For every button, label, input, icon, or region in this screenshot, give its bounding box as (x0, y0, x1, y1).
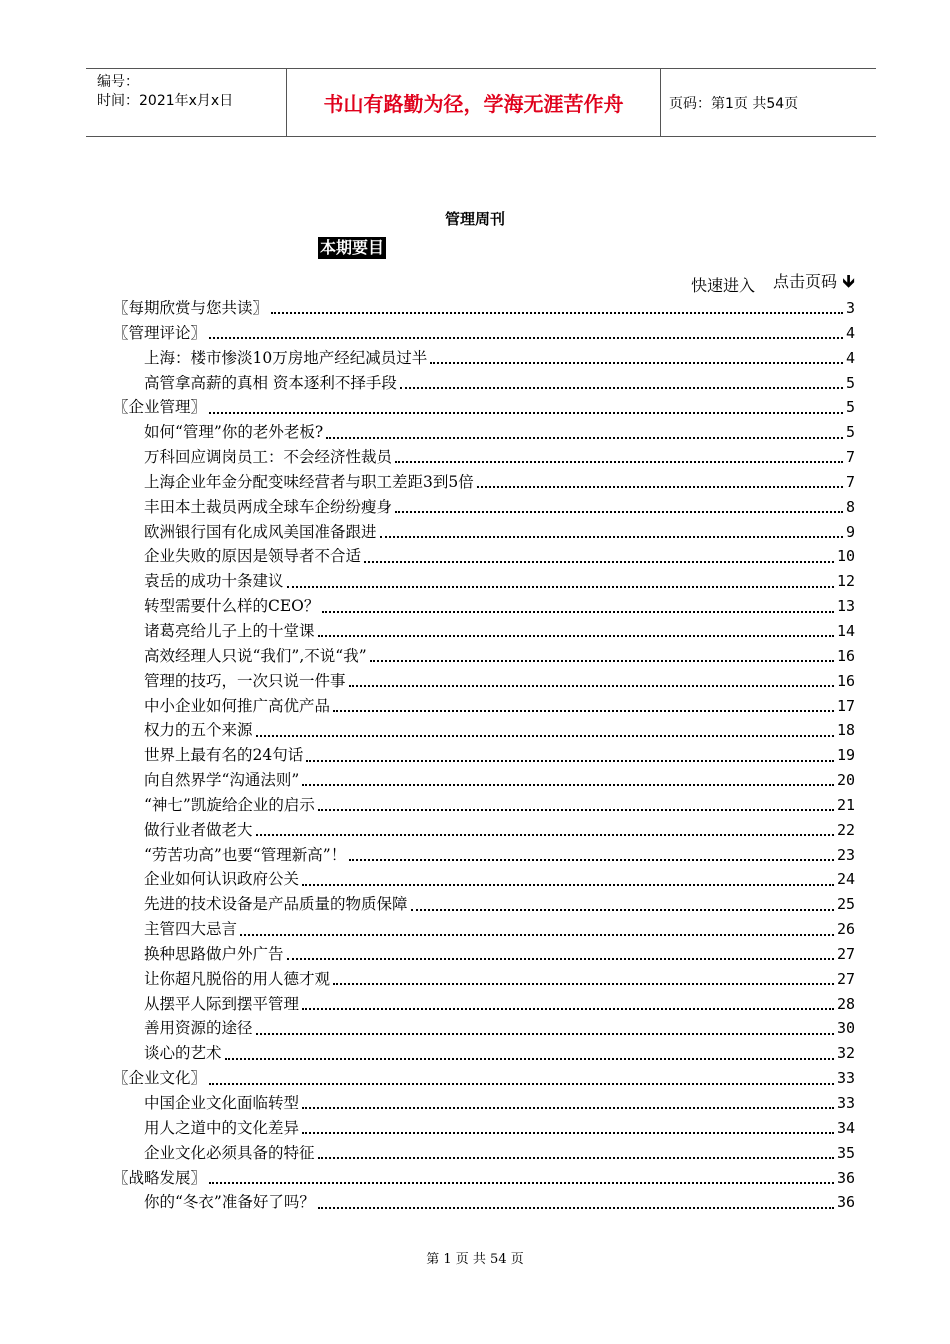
toc-leader-dots (477, 486, 843, 488)
toc-leader-dots (395, 511, 843, 513)
toc-leader-dots (318, 635, 834, 637)
toc-entry[interactable] (113, 594, 855, 619)
toc-page-number[interactable]: 7 (845, 448, 855, 467)
toc-entry[interactable] (113, 1016, 855, 1041)
toc-page-number[interactable]: 36 (836, 1168, 855, 1187)
toc-page-number[interactable]: 13 (836, 597, 855, 616)
toc-leader-dots (302, 1132, 834, 1134)
toc-leader-dots (287, 586, 834, 588)
toc-page-number[interactable]: 4 (845, 323, 855, 342)
quick-enter-label: 快速进入 (690, 275, 755, 295)
toc-entry[interactable] (113, 1116, 855, 1141)
toc-entry-title[interactable]: 先进的技术设备是产品质量的物质保障 (144, 895, 408, 914)
toc-section[interactable] (113, 395, 855, 420)
toc-entry[interactable] (113, 843, 855, 868)
toc-entry-title[interactable]: 丰田本土裁员两成全球车企纷纷瘦身 (144, 497, 393, 516)
toc-page-number[interactable]: 30 (836, 1019, 855, 1038)
toc-entry-title[interactable]: 中小企业如何推广高优产品 (144, 696, 331, 715)
toc-leader-dots (209, 1083, 834, 1085)
toc-entry[interactable] (113, 1190, 855, 1215)
toc-entry[interactable] (113, 892, 855, 917)
toc-leader-dots (209, 1182, 834, 1184)
toc-page-number[interactable]: 5 (845, 373, 855, 392)
toc-leader-dots (364, 561, 834, 563)
toc-entry-title[interactable]: 中国企业文化面临转型 (144, 1094, 300, 1112)
toc-entry[interactable] (113, 371, 855, 396)
toc-entry[interactable] (113, 445, 855, 470)
toc-entry-title[interactable]: 〖企业文化〗 (113, 1069, 207, 1088)
toc-entry[interactable] (113, 694, 855, 719)
toc-page-number[interactable]: 27 (836, 944, 855, 963)
toc-page-number[interactable]: 14 (836, 621, 855, 640)
toc-entry[interactable] (113, 1091, 855, 1116)
document-title: 管理周刊 (444, 210, 505, 228)
toc-entry[interactable] (113, 619, 855, 644)
toc-leader-dots (240, 934, 834, 936)
toc-entry[interactable] (113, 420, 855, 445)
toc-page-number[interactable]: 9 (845, 522, 855, 541)
toc-entry[interactable] (113, 768, 855, 793)
toc-page-number[interactable]: 26 (836, 920, 855, 939)
toc-leader-dots (349, 859, 834, 861)
toc-entry-title[interactable]: 袁岳的成功十条建议 (144, 572, 284, 591)
toc-entry[interactable] (113, 346, 855, 371)
toc-entry-title[interactable]: 〖战略发展〗 (113, 1168, 207, 1187)
toc-entry-title[interactable]: 万科回应调岗员工：不会经济性裁员 (144, 448, 393, 467)
page-header (86, 68, 876, 137)
click-page-label: 点击页码 🡻 (772, 271, 855, 292)
toc-entry-title[interactable]: 管理的技巧，一次只说一件事 (144, 671, 346, 690)
toc-entry[interactable] (113, 544, 855, 569)
toc-leader-dots (209, 337, 843, 339)
toc-leader-dots (349, 685, 834, 687)
toc-entry-title[interactable]: 企业如何认识政府公关 (144, 870, 300, 889)
toc-entry[interactable] (113, 992, 855, 1017)
toc-entry-title[interactable]: 如何“管理”你的老外老板? (144, 423, 324, 442)
page-footer: 第 1 页 共 54 页 (426, 1252, 524, 1267)
toc-page-number[interactable]: 20 (836, 771, 855, 790)
down-arrow-icon: 🡻 (842, 271, 855, 292)
toc-section[interactable] (113, 1066, 855, 1091)
toc-entry-title[interactable]: 〖每期欣赏与您共读〗 (113, 299, 269, 317)
toc-entry-title[interactable]: 你的“冬衣”准备好了吗？ (144, 1193, 315, 1212)
toc-page-number[interactable]: 36 (836, 1193, 855, 1212)
quick-nav (691, 269, 855, 299)
toc-leader-dots (318, 1207, 834, 1209)
toc-page-number[interactable]: 23 (836, 845, 855, 864)
toc-leader-dots (380, 536, 843, 538)
toc-entry-title[interactable]: 欧洲银行国有化成风美国准备跟进 (144, 522, 377, 541)
table-of-contents (113, 296, 855, 1215)
toc-entry[interactable] (113, 967, 855, 992)
toc-leader-dots (225, 1058, 834, 1060)
toc-page-number[interactable]: 27 (836, 969, 855, 988)
toc-leader-dots (302, 884, 834, 886)
toc-entry-title[interactable]: 换种思路做户外广告 (144, 944, 284, 963)
toc-entry-title[interactable]: 企业文化必须具备的特征 (144, 1143, 315, 1162)
toc-page-number[interactable]: 7 (845, 472, 855, 491)
toc-leader-dots (333, 710, 834, 712)
toc-page-number[interactable]: 5 (845, 423, 855, 442)
toc-entry-title[interactable]: 上海企业年金分配变味经营者与职工差距3到5倍 (144, 472, 474, 491)
toc-leader-dots (256, 1033, 834, 1035)
number-label: 编号： (97, 74, 139, 90)
toc-leader-dots (302, 784, 834, 786)
header-page-label: 页码：第1页 共54页 (669, 95, 799, 112)
toc-entry-title[interactable]: 权力的五个来源 (144, 721, 253, 740)
toc-page-number[interactable]: 3 (845, 299, 855, 317)
toc-entry-title[interactable]: “神七”凯旋给企业的启示 (144, 795, 315, 814)
toc-page-number[interactable]: 12 (836, 572, 855, 591)
toc-entry-title[interactable]: 诸葛亮给儿子上的十堂课 (144, 621, 315, 640)
toc-entry-title[interactable]: 谈心的艺术 (144, 1044, 222, 1063)
toc-entry-title[interactable]: 做行业者做老大 (144, 820, 253, 839)
toc-leader-dots (256, 735, 834, 737)
toc-entry-title[interactable]: 主管四大忌言 (144, 920, 238, 939)
toc-leader-dots (326, 437, 843, 439)
toc-page-number[interactable]: 18 (836, 721, 855, 740)
toc-section[interactable] (113, 296, 855, 321)
toc-page-number[interactable]: 8 (845, 497, 855, 516)
toc-page-number[interactable]: 33 (836, 1069, 855, 1088)
toc-leader-dots (256, 834, 834, 836)
toc-page-number[interactable]: 22 (836, 820, 855, 839)
toc-entry[interactable] (113, 743, 855, 768)
toc-leader-dots (209, 412, 843, 414)
toc-leader-dots (333, 983, 834, 985)
toc-entry[interactable] (113, 793, 855, 818)
toc-entry-title[interactable]: 转型需要什么样的CEO？ (144, 597, 320, 616)
toc-page-number[interactable]: 10 (836, 547, 855, 566)
toc-page-number[interactable]: 33 (836, 1094, 855, 1112)
toc-entry-title[interactable]: 〖企业管理〗 (113, 398, 207, 417)
toc-entry-title[interactable]: 让你超凡脱俗的用人德才观 (144, 969, 331, 988)
toc-section[interactable] (113, 1166, 855, 1191)
toc-page-number[interactable]: 25 (836, 895, 855, 914)
toc-entry[interactable] (113, 1041, 855, 1066)
toc-entry[interactable] (113, 942, 855, 967)
toc-entry[interactable] (113, 867, 855, 892)
toc-leader-dots (287, 958, 834, 960)
toc-entry[interactable] (113, 644, 855, 669)
toc-leader-dots (370, 660, 834, 662)
toc-leader-dots (271, 312, 843, 314)
toc-entry[interactable] (113, 1141, 855, 1166)
toc-leader-dots (395, 461, 843, 463)
toc-page-number[interactable]: 21 (836, 795, 855, 814)
toc-entry-title[interactable]: 世界上最有名的24句话 (144, 746, 304, 765)
toc-page-number[interactable]: 24 (836, 870, 855, 889)
issue-label: 本期要目 (320, 238, 385, 257)
toc-page-number[interactable]: 34 (836, 1118, 855, 1137)
toc-page-number[interactable]: 16 (836, 646, 855, 665)
toc-entry-title[interactable]: 〖管理评论〗 (113, 323, 207, 342)
toc-leader-dots (306, 760, 834, 762)
toc-entry[interactable] (113, 495, 855, 520)
toc-leader-dots (430, 362, 843, 364)
time-label: 时间：2021年x月x日 (97, 93, 234, 109)
toc-entry[interactable] (113, 470, 855, 495)
toc-entry-title[interactable]: “劳苦功高”也要“管理新高”！ (144, 845, 347, 864)
toc-entry[interactable] (113, 718, 855, 743)
toc-entry-title[interactable]: 上海：楼市惨淡10万房地产经纪减员过半 (144, 348, 428, 367)
toc-page-number[interactable]: 5 (845, 398, 855, 417)
toc-leader-dots (318, 809, 834, 811)
toc-entry-title[interactable]: 善用资源的途径 (144, 1019, 253, 1038)
toc-page-number[interactable]: 16 (836, 671, 855, 690)
toc-page-number[interactable]: 17 (836, 696, 855, 715)
toc-page-number[interactable]: 19 (836, 746, 855, 765)
toc-leader-dots (302, 1107, 834, 1109)
toc-entry-title[interactable]: 从摆平人际到摆平管理 (144, 994, 300, 1013)
toc-entry[interactable] (113, 569, 855, 594)
toc-entry[interactable] (113, 917, 855, 942)
header-motto: 书山有路勤为径，学海无涯苦作舟 (287, 69, 661, 136)
toc-entry[interactable] (113, 520, 855, 545)
toc-page-number[interactable]: 28 (836, 994, 855, 1013)
toc-entry[interactable] (113, 818, 855, 843)
toc-leader-dots (400, 387, 843, 389)
toc-leader-dots (411, 909, 834, 911)
toc-page-number[interactable]: 32 (836, 1044, 855, 1063)
toc-page-number[interactable]: 4 (845, 348, 855, 367)
toc-entry-title[interactable]: 用人之道中的文化差异 (144, 1118, 300, 1137)
header-meta (86, 69, 287, 136)
toc-section[interactable] (113, 321, 855, 346)
toc-entry-title[interactable]: 高效经理人只说“我们”,不说“我” (144, 646, 367, 665)
toc-entry-title[interactable]: 企业失败的原因是领导者不合适 (144, 547, 362, 566)
toc-entry-title[interactable]: 向自然界学“沟通法则” (144, 771, 300, 790)
toc-leader-dots (302, 1008, 834, 1010)
toc-leader-dots (322, 611, 834, 613)
toc-entry-title[interactable]: 高管拿高薪的真相 资本逐利不择手段 (144, 373, 397, 392)
toc-leader-dots (318, 1157, 834, 1159)
toc-page-number[interactable]: 35 (836, 1143, 855, 1162)
toc-entry[interactable] (113, 669, 855, 694)
